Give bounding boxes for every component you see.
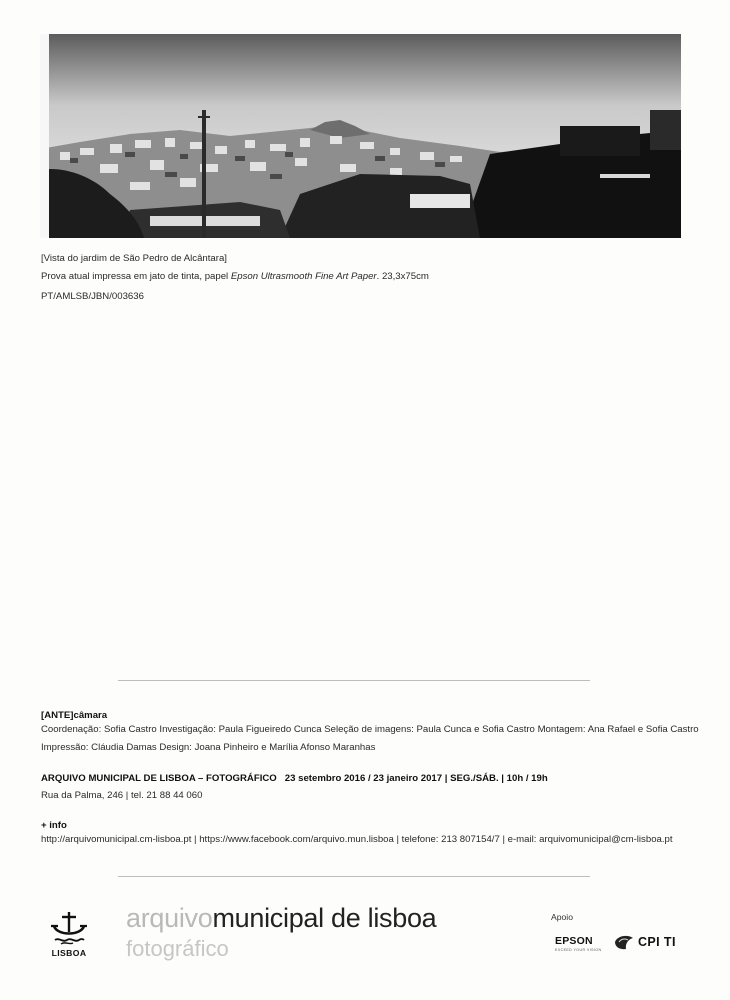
selection-label: Seleção de imagens: [324, 724, 414, 735]
credits-line-2 [41, 742, 375, 753]
cpiti-emblem-icon [613, 933, 635, 951]
invest-label: Investigação: [159, 724, 216, 735]
design-names: Joana Pinheiro e Marília Afonso Maranhas [191, 742, 376, 753]
more-info-links: http://arquivomunicipal.cm-lisboa.pt | https://www.facebook.com/arquivo.mun.lisboa | telefone: 213 807154/7 | e-mail: arquivomunicipal@cm-lisboa.pt [41, 834, 673, 845]
photo-reference: PT/AMLSB/JBN/003636 [41, 291, 144, 302]
print-suffix: . 23,3x75cm [376, 271, 429, 282]
divider [118, 680, 590, 681]
epson-logo [555, 935, 601, 952]
lisboa-city-logo [46, 910, 92, 958]
credits-line-1 [41, 724, 699, 735]
venue-address: Rua da Palma, 246 | tel. 21 88 44 060 [41, 790, 203, 801]
venue-name: ARQUIVO MUNICIPAL DE LISBOA – FOTOGRÁFICO [41, 773, 277, 784]
design-label: Design: [159, 742, 192, 753]
panorama-photo [40, 34, 681, 238]
print-names: Cláudia Damas [88, 742, 160, 753]
more-info-label: + info [41, 820, 67, 831]
photo-caption-print [41, 271, 429, 282]
coord-label: Coordenação: [41, 724, 102, 735]
montage-label: Montagem: [537, 724, 586, 735]
print-prefix: Prova atual impressa em jato de tinta, papel [41, 271, 231, 282]
archive-brand-subtitle: fotográfico [126, 936, 229, 961]
selection-names: Paula Cunca e Sofia Castro [413, 724, 538, 735]
archive-brand-name [126, 903, 436, 934]
epson-tagline: EXCEED YOUR VISION [555, 948, 602, 952]
brand-light: arquivo [126, 903, 213, 933]
support-label: Apoio [551, 912, 573, 922]
epson-wordmark: EPSON [555, 935, 593, 947]
lisboa-ship-icon [49, 910, 89, 946]
photo-caption-title: [Vista do jardim de São Pedro de Alcântara] [41, 253, 227, 264]
print-label: Impressão: [41, 742, 89, 753]
lisboa-logo-text: LISBOA [51, 948, 87, 958]
montage-names: Ana Rafael e Sofia Castro [585, 724, 699, 735]
print-paper: Epson Ultrasmooth Fine Art Paper [230, 271, 377, 282]
divider [118, 876, 590, 877]
venue-line [41, 773, 548, 784]
venue-dates: 23 setembro 2016 / 23 janeiro 2017 | SEG./SÁB. | 10h / 19h [284, 773, 548, 784]
lisbon-panorama-image [40, 34, 681, 238]
coord-names: Sofia Castro [101, 724, 160, 735]
exhibition-title: [ANTE]câmara [41, 710, 108, 721]
brand-dark: municipal de lisboa [212, 903, 437, 933]
invest-names: Paula Figueiredo Cunca [215, 724, 325, 735]
cpiti-logo: CPI TI [638, 935, 676, 949]
